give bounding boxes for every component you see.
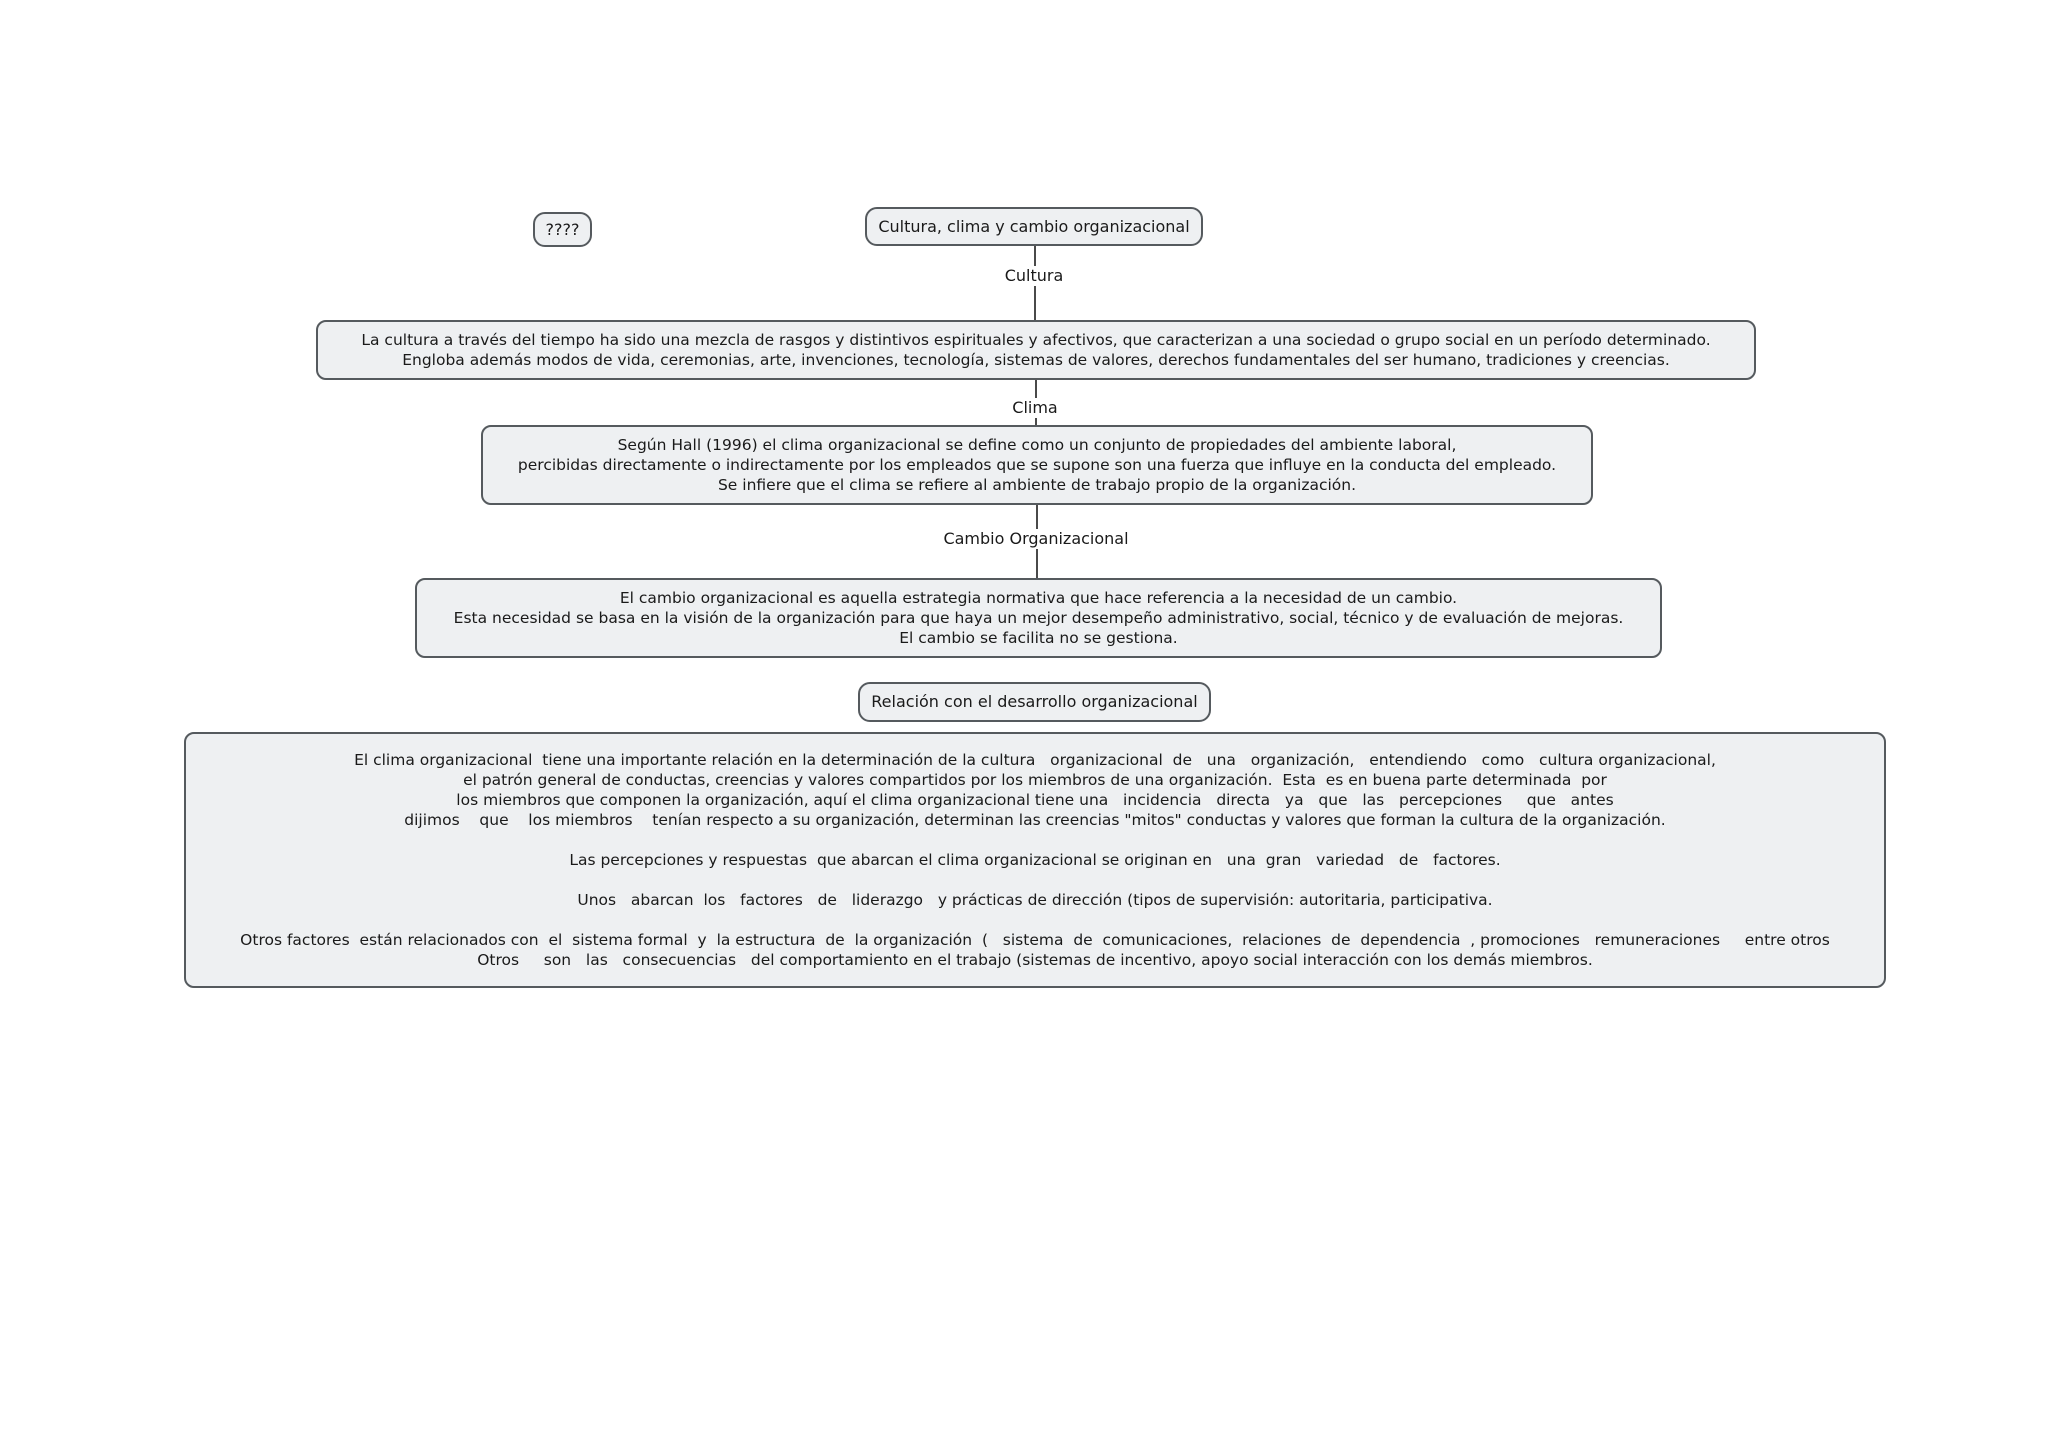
- cultura-definition-line-2: Engloba además modos de vida, ceremonias, arte, invenciones, tecnología, sistemas de valores, derechos fundamentales del ser humano, tradiciones y creencias.: [402, 351, 1670, 369]
- cambio-definition-line-3: El cambio se facilita no se gestiona.: [899, 629, 1178, 647]
- unknown-node-label: ????: [545, 219, 580, 239]
- link-label-cambio: Cambio Organizacional: [943, 529, 1129, 548]
- relacion-definition-node[interactable]: [184, 732, 1886, 988]
- relacion-p1-line-2: el patrón general de conductas, creencias y valores compartidos por los miembros de una organización. Esta es en buena parte determinada por: [463, 771, 1607, 789]
- relacion-p3: Unos abarcan los factores de liderazgo y prácticas de dirección (tipos de supervisión: autoritaria, participativa.: [577, 891, 1493, 909]
- relacion-p4-line-2: Otros son las consecuencias del comportamiento en el trabajo (sistemas de incentivo, apoyo social interacción con los demás miembros.: [477, 951, 1593, 969]
- cambio-definition-node[interactable]: [415, 578, 1662, 658]
- clima-definition-line-1: Según Hall (1996) el clima organizacional se define como un conjunto de propiedades del ambiente laboral,: [617, 436, 1457, 454]
- link-label-cultura: Cultura: [1004, 266, 1064, 285]
- cultura-definition-node[interactable]: [316, 320, 1756, 380]
- cambio-definition-line-2: Esta necesidad se basa en la visión de la organización para que haya un mejor desempeño administrativo, social, técnico y de evaluación de mejoras.: [453, 609, 1624, 627]
- relacion-p1-line-4: dijimos que los miembros tenían respecto a su organización, determinan las creencias "mitos" conductas y valores que forman la cultura de la organización.: [404, 811, 1666, 829]
- root-node-label: Cultura, clima y cambio organizacional: [878, 216, 1190, 236]
- clima-definition-line-3: Se infiere que el clima se refiere al ambiente de trabajo propio de la organización.: [717, 476, 1357, 494]
- relacion-node-label: Relación con el desarrollo organizacional: [871, 692, 1198, 711]
- link-label-clima: Clima: [1012, 398, 1058, 417]
- relacion-p1-line-1: El clima organizacional tiene una importante relación en la determinación de la cultura organizacional de una organización, entendiendo como cultura organizacional,: [354, 751, 1716, 769]
- root-node[interactable]: [865, 207, 1203, 246]
- cambio-definition-line-1: El cambio organizacional es aquella estrategia normativa que hace referencia a la necesidad de un cambio.: [619, 589, 1458, 607]
- clima-definition-node[interactable]: [481, 425, 1593, 505]
- clima-definition-line-2: percibidas directamente o indirectamente por los empleados que se supone son una fuerza que influye en la conducta del empleado.: [517, 456, 1557, 474]
- relacion-p2: Las percepciones y respuestas que abarcan el clima organizacional se originan en una gran variedad de factores.: [569, 851, 1501, 869]
- relacion-p4-line-1: Otros factores están relacionados con el sistema formal y la estructura de la organización ( sistema de comunicaciones, relaciones de dependencia , promociones remuneraciones entre otros: [240, 931, 1830, 949]
- relacion-p1-line-3: los miembros que componen la organización, aquí el clima organizacional tiene una incidencia directa ya que las percepciones que antes: [456, 791, 1614, 809]
- cultura-definition-line-1: La cultura a través del tiempo ha sido una mezcla de rasgos y distintivos espirituales y afectivos, que caracterizan a una sociedad o grupo social en un período determinado.: [361, 331, 1711, 349]
- unknown-node[interactable]: [533, 212, 592, 247]
- relacion-node[interactable]: [858, 682, 1211, 722]
